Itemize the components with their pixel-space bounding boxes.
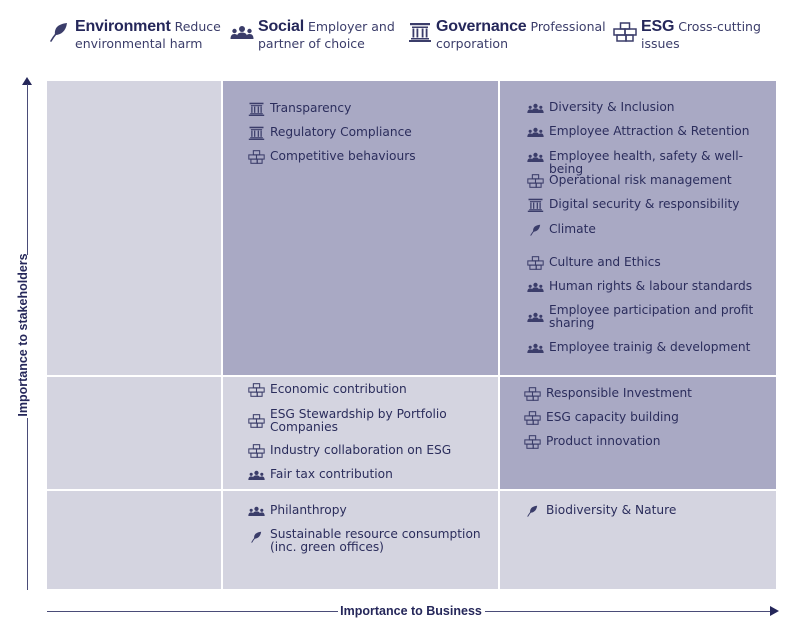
materiality-matrix [47,81,776,589]
legend-governance-text [436,18,606,52]
topic-label: Human rights & labour standards [549,279,753,293]
topic-label: Transparency [270,101,352,115]
y-axis-line [27,84,28,255]
legend-esg-text [641,18,761,52]
topic-label: Philanthropy [270,503,347,517]
topic-label: Employee Attraction & Retention [549,124,750,138]
people-icon [527,150,544,164]
legend-desc: issues [641,36,680,51]
topic-label-line: ESG Stewardship by Portfolio [270,407,447,421]
legend-desc: partner of choice [258,36,365,51]
topic-label [270,408,447,434]
topic-label-line: (inc. green offices) [270,540,384,554]
people-icon [527,101,544,115]
topic-label-line: sharing [549,316,595,330]
legend-desc: environmental harm [75,36,203,51]
legend-esg [613,18,761,52]
legend [0,18,800,58]
legend-desc: Employer and [307,19,395,34]
topic-label-line: Employee participation and profit [549,303,754,317]
cell-middle-left [47,376,222,490]
topic-label-line: Sustainable resource consumption [270,527,481,541]
topic-item [527,304,753,330]
topic-label: Digital security & responsibility [549,197,740,211]
topic-label: Employee trainig & development [549,340,751,354]
topic-item [524,504,676,518]
leaf-icon [47,20,71,44]
people-icon [527,280,544,294]
topic-label [549,304,753,330]
topic-label: Biodiversity & Nature [546,503,677,517]
topic-item [248,408,447,434]
grid-divider [498,81,500,589]
legend-desc: Reduce [174,19,221,34]
topic-item [527,125,749,139]
topic-label: Climate [549,222,596,236]
topic-item [527,174,732,188]
topic-item [248,383,407,397]
topic-item [248,504,347,518]
cell-bottom-left [47,490,222,589]
topic-label-line: Companies [270,420,339,434]
blocks-icon [527,256,544,270]
blocks-icon [527,174,544,188]
topic-item [527,223,596,237]
blocks-icon [524,387,541,401]
cell-top-left [47,81,222,376]
topic-item [527,256,661,270]
topic-item [248,150,416,164]
legend-title: ESG [641,18,675,35]
legend-social [230,18,395,52]
grid-divider [47,489,776,491]
topic-label: Responsible Investment [546,386,692,400]
topic-item [248,468,393,482]
legend-title: Social [258,18,304,35]
topic-item [524,435,660,449]
x-axis-line [47,611,338,612]
topic-label [270,528,481,554]
topic-label: Economic contribution [270,382,407,396]
topic-item [248,528,481,554]
topic-item [527,280,752,294]
topic-label: Fair tax contribution [270,467,393,481]
topic-label: ESG capacity building [546,410,679,424]
topic-item [524,411,679,425]
topic-label: Competitive behaviours [270,149,416,163]
topic-item [524,387,692,401]
topic-label: Culture and Ethics [549,255,661,269]
blocks-icon [248,444,265,458]
topic-item [248,126,412,140]
legend-environment-text [75,18,221,52]
people-icon [527,341,544,355]
topic-item [248,444,451,458]
topic-item [248,102,351,116]
legend-desc: corporation [436,36,508,51]
blocks-icon [524,435,541,449]
bank-icon [248,126,265,140]
blocks-icon [248,414,265,428]
legend-desc: Professional [530,19,606,34]
topic-item [527,101,675,115]
grid-divider [221,81,223,589]
bank-icon [527,198,544,212]
people-icon [248,504,265,518]
people-icon [527,310,544,324]
topic-label: Diversity & Inclusion [549,100,675,114]
topic-item [527,198,739,212]
topic-label: Product innovation [546,434,661,448]
topic-label: Operational risk management [549,173,732,187]
people-icon [230,20,254,44]
legend-social-text [258,18,395,52]
topic-label: Employee health, safety & well-being [549,149,744,176]
leaf-icon [248,530,265,544]
blocks-icon [524,411,541,425]
bank-icon [248,102,265,116]
blocks-icon [248,150,265,164]
bank-icon [408,20,432,44]
x-axis-line [485,611,772,612]
leaf-icon [527,223,544,237]
people-icon [527,125,544,139]
topic-label: Industry collaboration on ESG [270,443,452,457]
y-axis-line [27,418,28,590]
legend-title: Governance [436,18,527,35]
x-axis-arrow [770,606,779,616]
legend-desc: Cross-cutting [678,19,761,34]
topic-item [527,341,750,355]
leaf-icon [524,504,541,518]
people-icon [248,468,265,482]
blocks-icon [248,383,265,397]
y-axis-label: Importance to stakeholders [16,253,30,417]
x-axis-label: Importance to Business [340,604,482,618]
grid-divider [47,375,776,377]
blocks-icon [613,20,637,44]
legend-governance [408,18,606,52]
legend-title: Environment [75,18,171,35]
legend-environment [47,18,221,52]
topic-label: Regulatory Compliance [270,125,412,139]
